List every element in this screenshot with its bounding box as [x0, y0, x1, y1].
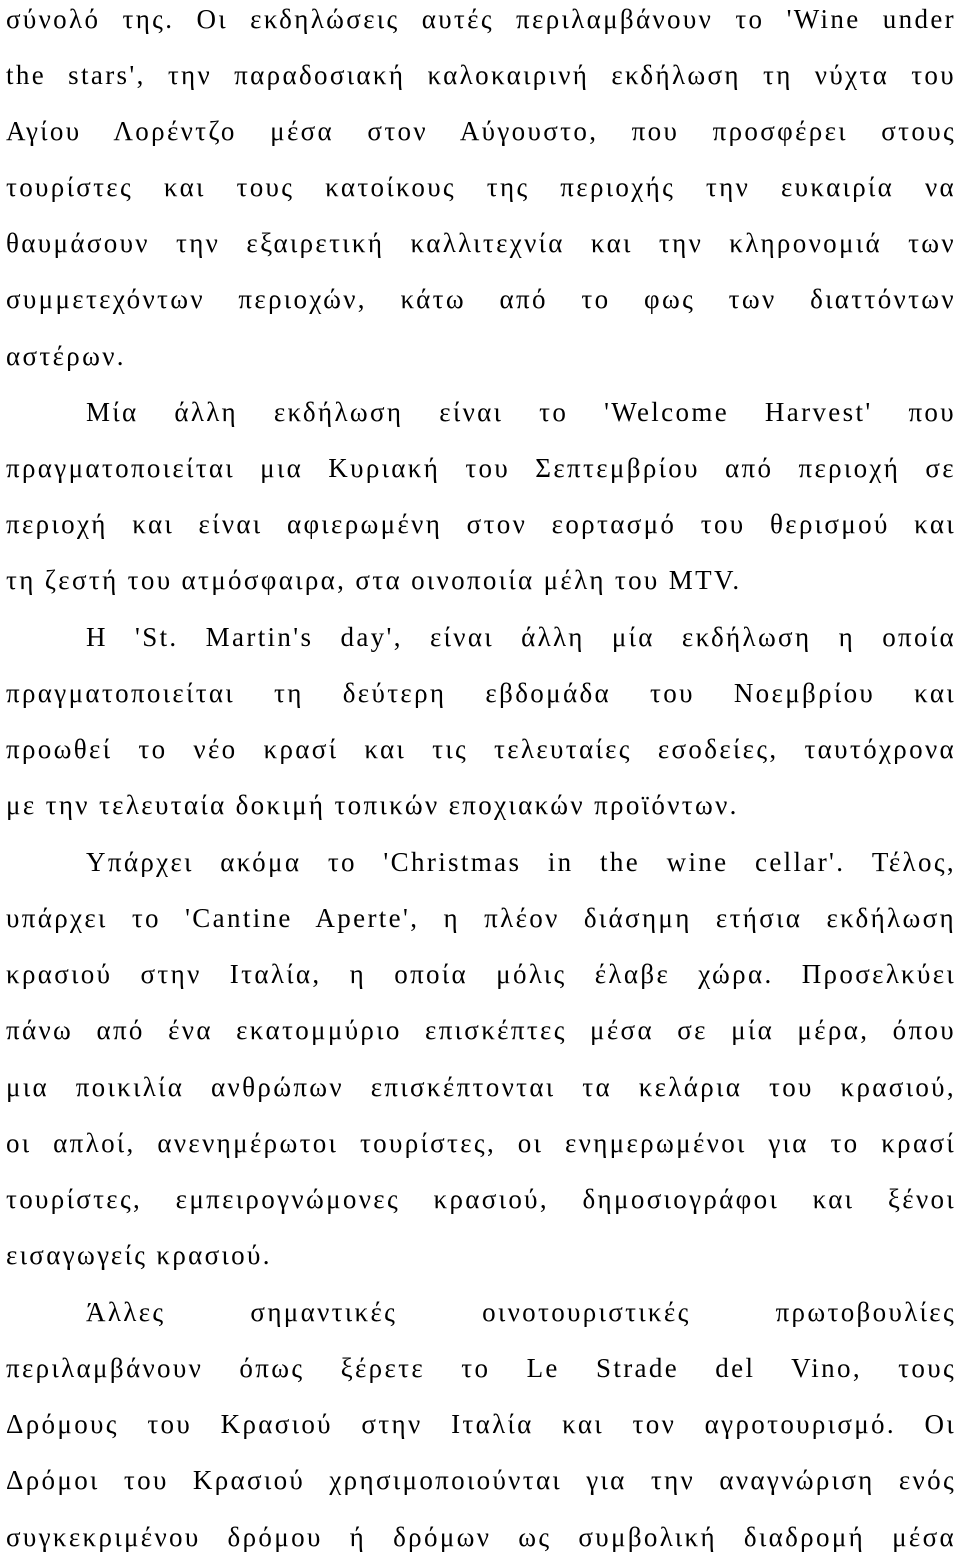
text-line: υπάρχει το 'Cantine Aperte', η πλέον διάσημη ετήσια εκδήλωση	[6, 903, 956, 933]
text-line: μια ποικιλία ανθρώπων επισκέπτονται τα κελάρια του κρασιού,	[6, 1072, 956, 1102]
text-line: προωθεί το νέο κρασί και τις τελευταίες εσοδείες, ταυτόχρονα	[6, 734, 956, 764]
text-line: περιοχή και είναι αφιερωμένη στον εορτασμό του θερισμού και	[6, 509, 956, 539]
paragraph-first-line: Η 'St. Martin's day', είναι άλλη μία εκδήλωση η οποία	[86, 622, 956, 652]
text-line: περιλαμβάνουν όπως ξέρετε το Le Strade del Vino, τους	[6, 1353, 956, 1383]
text-line: πάνω από ένα εκατομμύριο επισκέπτες μέσα σε μία μέρα, όπου	[6, 1015, 956, 1045]
paragraph-first-line: Μία άλλη εκδήλωση είναι το 'Welcome Harvest' που	[86, 397, 956, 427]
paragraph-first-line: Άλλες σημαντικές οινοτουριστικές πρωτοβουλίες	[86, 1297, 956, 1327]
text-line: με την τελευταία δοκιμή τοπικών εποχιακών προϊόντων.	[6, 790, 739, 820]
text-line: Δρόμους του Κρασιού στην Ιταλία και τον αγροτουρισμό. Οι	[6, 1409, 956, 1439]
text-line: the stars', την παραδοσιακή καλοκαιρινή εκδήλωση τη νύχτα του	[6, 60, 956, 90]
text-line: συγκεκριμένου δρόμου ή δρόμων ως συμβολική διαδρομή μέσα	[6, 1522, 956, 1552]
text-line: θαυμάσουν την εξαιρετική καλλιτεχνία και την κληρονομιά των	[6, 228, 956, 258]
text-line: κρασιού στην Ιταλία, η οποία μόλις έλαβε χώρα. Προσελκύει	[6, 959, 956, 989]
text-line: τη ζεστή του ατμόσφαιρα, στα οινοποιία μέλη του MTV.	[6, 565, 742, 595]
text-line: πραγματοποιείται τη δεύτερη εβδομάδα του Νοεμβρίου και	[6, 678, 956, 708]
text-line: πραγματοποιείται μια Κυριακή του Σεπτεμβρίου από περιοχή σε	[6, 453, 956, 483]
text-line: σύνολό της. Οι εκδηλώσεις αυτές περιλαμβάνουν το 'Wine under	[6, 4, 956, 34]
paragraph-first-line: Υπάρχει ακόμα το 'Christmas in the wine cellar'. Τέλος,	[86, 847, 956, 877]
text-line: εισαγωγείς κρασιού.	[6, 1240, 272, 1270]
document-page	[6, 0, 956, 1562]
text-line: αστέρων.	[6, 341, 126, 371]
text-line: τουρίστες, εμπειρογνώμονες κρασιού, δημοσιογράφοι και ξένοι	[6, 1184, 956, 1214]
text-line: συμμετεχόντων περιοχών, κάτω από το φως των διαττόντων	[6, 284, 956, 314]
text-line: Δρόμοι του Κρασιού χρησιμοποιούνται για την αναγνώριση ενός	[6, 1465, 956, 1495]
text-line: οι απλοί, ανενημέρωτοι τουρίστες, οι ενημερωμένοι για το κρασί	[6, 1128, 956, 1158]
text-line: Αγίου Λορέντζο μέσα στον Αύγουστο, που προσφέρει στους	[6, 116, 956, 146]
text-line: τουρίστες και τους κατοίκους της περιοχής την ευκαιρία να	[6, 172, 956, 202]
